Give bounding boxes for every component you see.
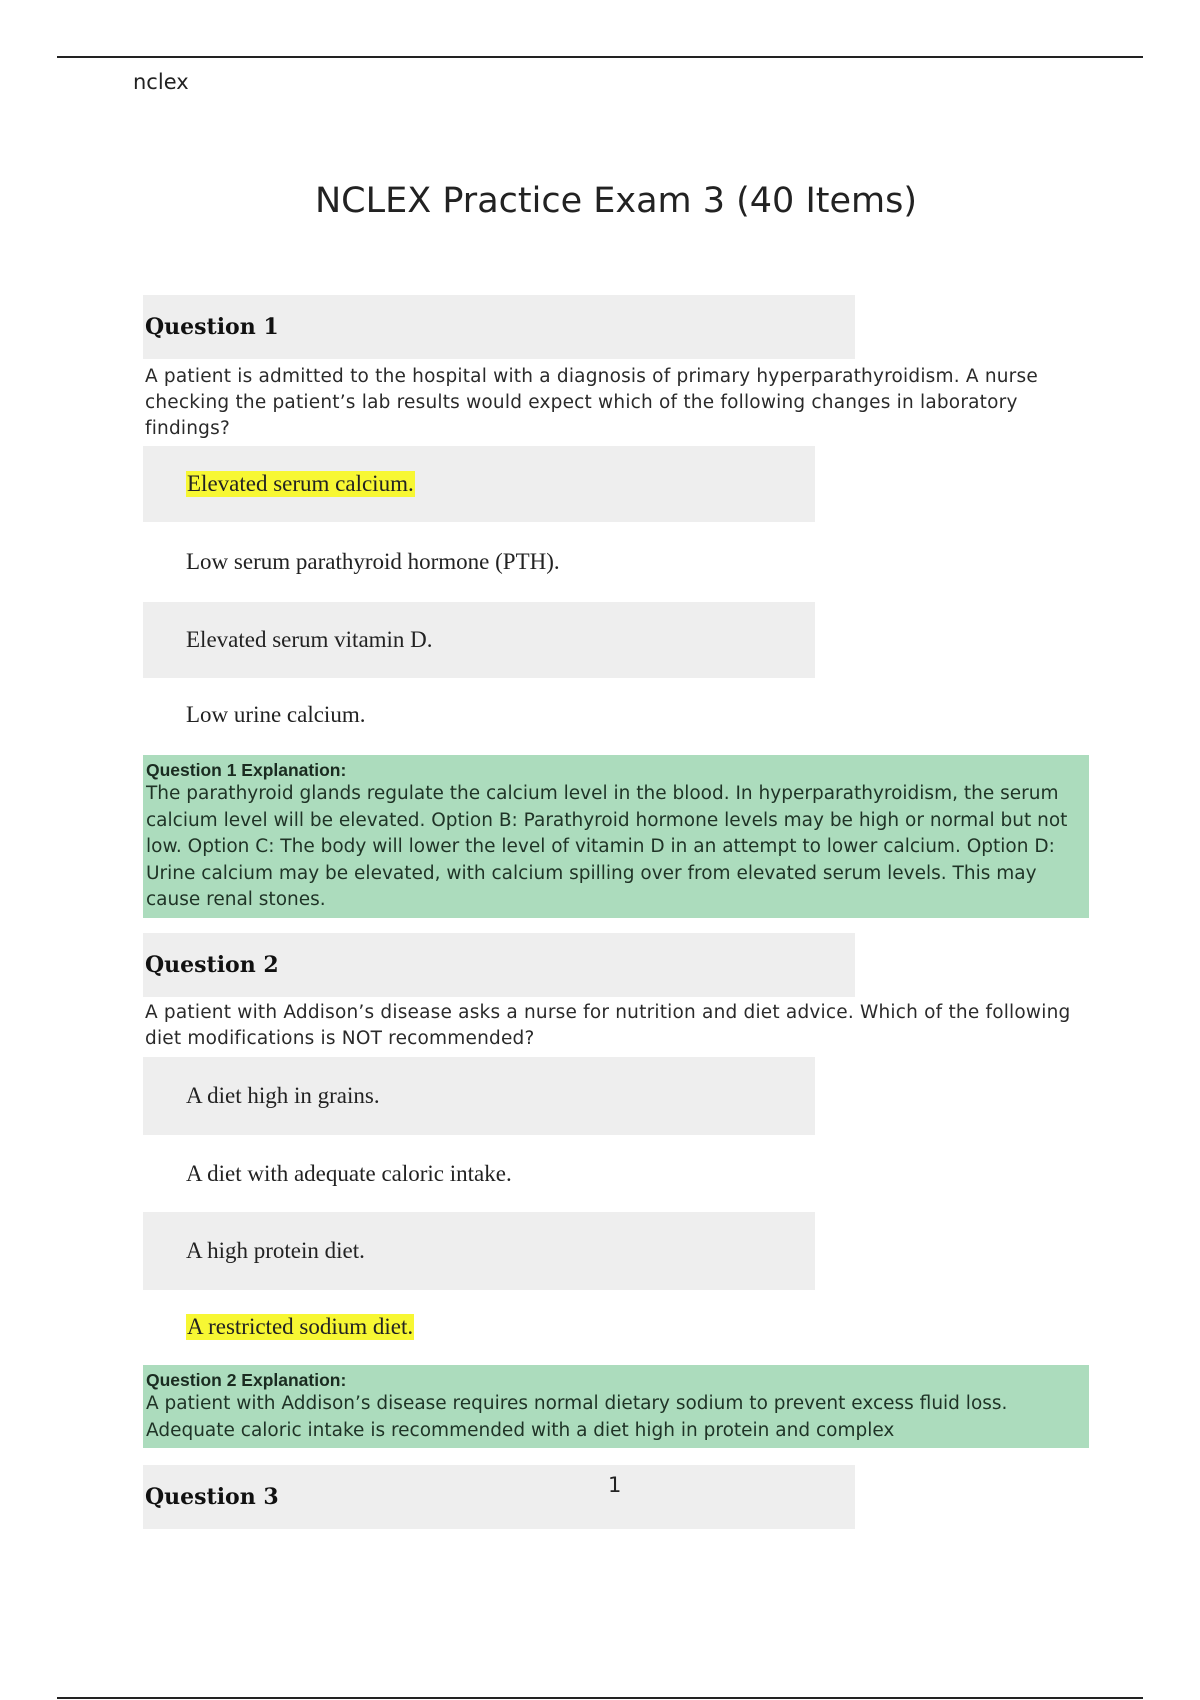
question-2-explanation (143, 1365, 1089, 1448)
question-2-text: A patient with Addison’s disease asks a nurse for nutrition and diet advice. Which of the following diet modifications is NOT recommended? (145, 1002, 1071, 1049)
header-rule (57, 56, 1143, 58)
question-2-option-d[interactable] (143, 1292, 815, 1362)
option-label: Elevated serum vitamin D. (186, 627, 433, 652)
question-1-text: A patient is admitted to the hospital with a diagnosis of primary hyperparathyroidism. A nurse checking the patient’s lab results would expect which of the following changes in laboratory findings? (145, 366, 1038, 439)
correct-answer-highlight: Elevated serum calcium. (187, 471, 414, 496)
question-2-option-c[interactable] (143, 1212, 815, 1290)
question-1-option-d[interactable] (143, 680, 815, 750)
page-number: 1 (608, 1473, 622, 1497)
explanation-text: The parathyroid glands regulate the calcium level in the blood. In hyperparathyroidism, the serum calcium level will be elevated. Option B: Parathyroid hormone levels may be high or normal but not low. Option C: The body will lower the level of vitamin D in an attempt to lower calcium. Option D: Urine calcium may be elevated, with calcium spilling over from elevated serum levels. This may cause renal stones. (146, 783, 1068, 910)
running-header: nclex (133, 70, 189, 94)
explanation-title: Question 1 Explanation: (146, 760, 347, 780)
question-1-explanation (143, 755, 1089, 918)
question-1-heading: Question 1 (143, 295, 855, 359)
option-label: Low serum parathyroid hormone (PTH). (186, 549, 560, 574)
option-label: A high protein diet. (186, 1238, 365, 1263)
question-3-heading: Question 3 (143, 1465, 855, 1529)
explanation-text: A patient with Addison’s disease requires normal dietary sodium to prevent excess fluid loss. Adequate caloric intake is recommended with a diet high in protein and complex (146, 1393, 1008, 1441)
option-label: A diet with adequate caloric intake. (186, 1161, 512, 1186)
footer-rule (57, 1697, 1143, 1699)
question-1-option-a[interactable] (143, 446, 815, 522)
question-2-option-a[interactable] (143, 1057, 815, 1135)
explanation-title: Question 2 Explanation: (146, 1370, 347, 1390)
question-1-option-c[interactable] (143, 602, 815, 678)
correct-answer-highlight: A restricted sodium diet. (187, 1314, 414, 1339)
page-title: NCLEX Practice Exam 3 (40 Items) (314, 181, 918, 221)
option-label: Low urine calcium. (186, 702, 366, 727)
question-2-option-b[interactable] (143, 1136, 815, 1212)
question-2-heading: Question 2 (143, 933, 855, 997)
option-label: A diet high in grains. (186, 1083, 380, 1108)
question-1-option-b[interactable] (143, 524, 815, 600)
